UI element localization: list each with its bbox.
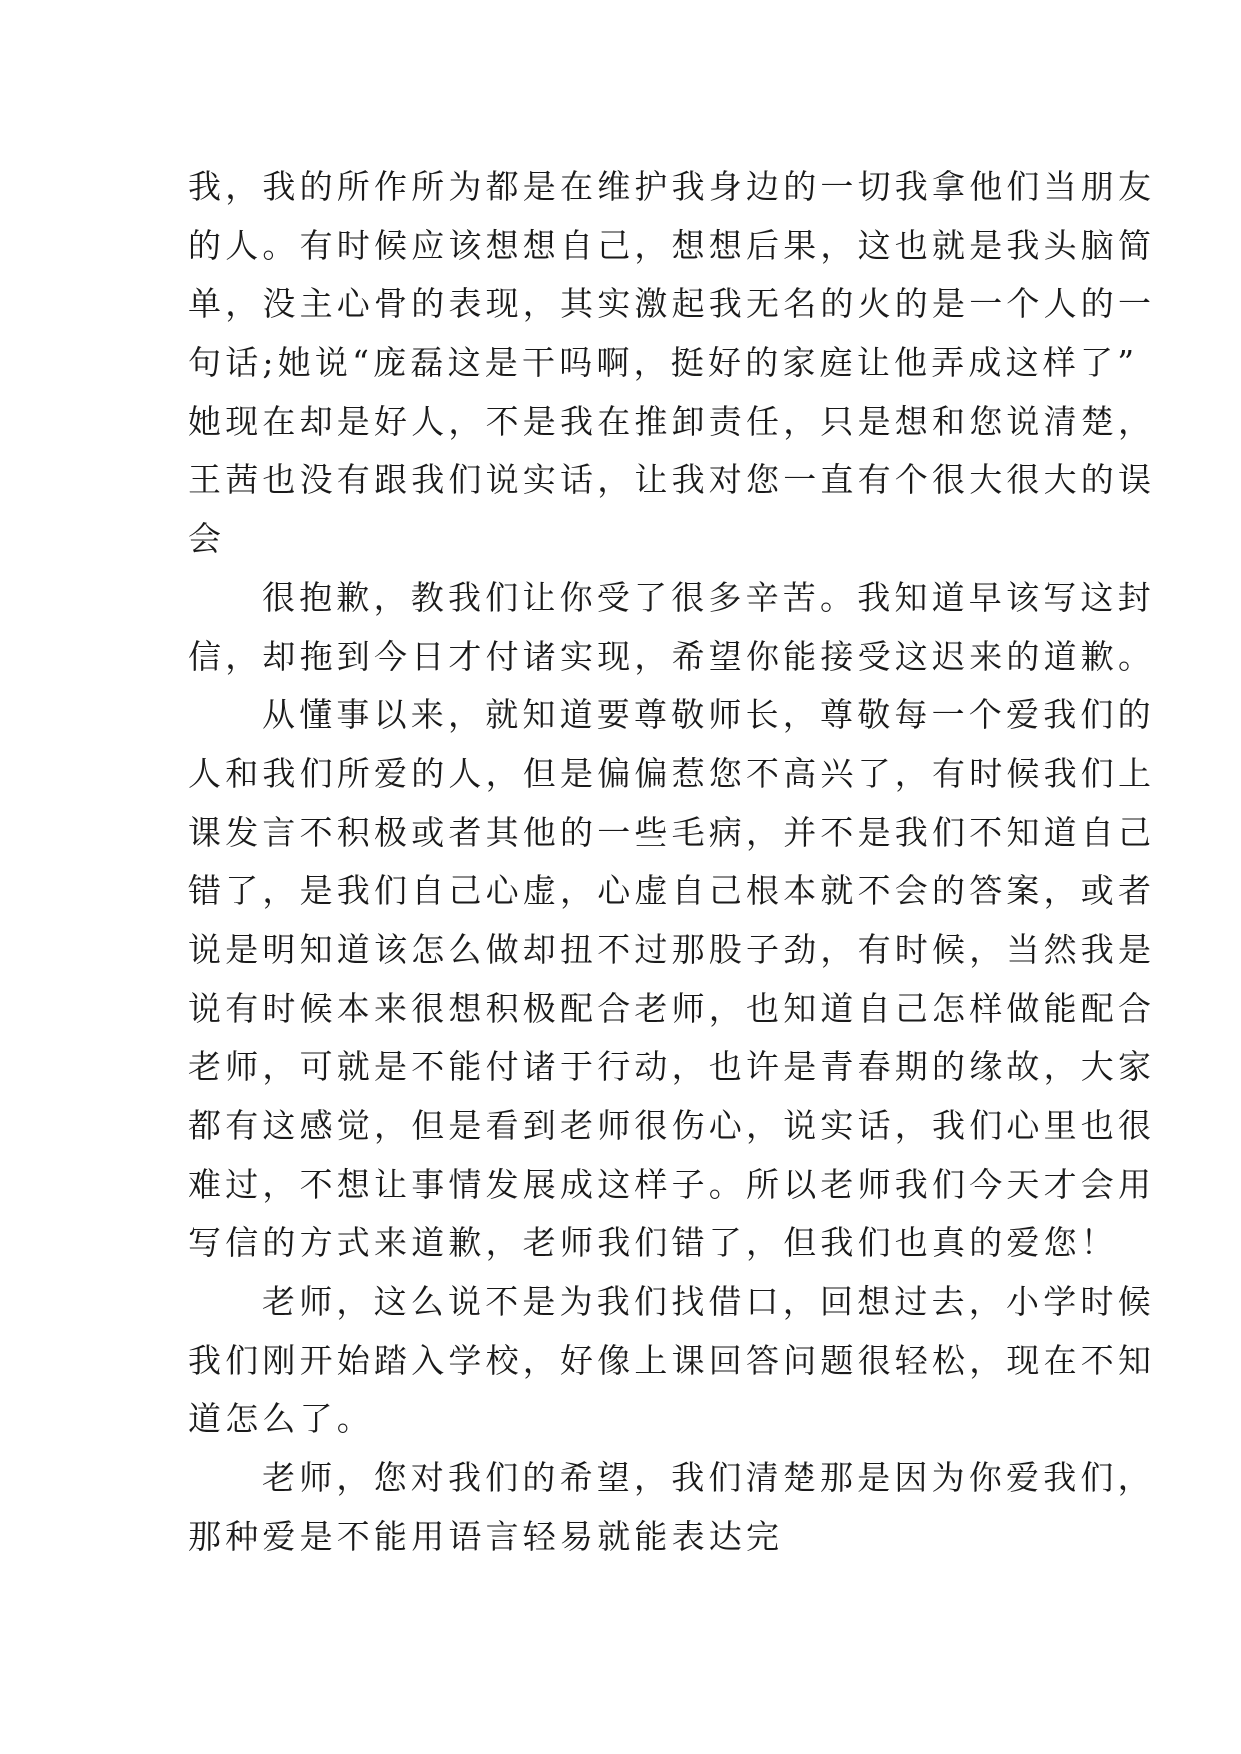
paragraph-first-line: 老师，您对我们的希望，我们清楚那是因为你爱我们， [262, 1458, 1155, 1498]
paragraph-first-line: 老师，这么说不是为我们找借口，回想过去，小学时候 [262, 1282, 1155, 1322]
text-line: 说是明知道该怎么做却扭不过那股子劲，有时候，当然我是 [188, 929, 1156, 969]
text-line: 单，没主心骨的表现，其实激起我无名的火的是一个人的一 [188, 284, 1156, 324]
document-body [188, 158, 1156, 1567]
text-line: 她现在却是好人，不是我在推卸责任，只是想和您说清楚， [188, 401, 1156, 441]
text-line: 信，却拖到今日才付诸实现，希望你能接受这迟来的道歉。 [188, 636, 1156, 676]
text-line: 写信的方式来道歉，老师我们错了，但我们也真的爱您！ [188, 1223, 1118, 1263]
text-line: 难过，不想让事情发展成这样子。所以老师我们今天才会用 [188, 1164, 1156, 1204]
text-line: 我们刚开始踏入学校，好像上课回答问题很轻松，现在不知 [188, 1340, 1156, 1380]
text-line: 错了，是我们自己心虚，心虚自己根本就不会的答案，或者 [188, 871, 1156, 911]
paragraph-first-line: 很抱歉，教我们让你受了很多辛苦。我知道早该写这封 [262, 577, 1155, 617]
text-line: 老师，可就是不能付诸于行动，也许是青春期的缘故，大家 [188, 1047, 1156, 1087]
text-line: 说有时候本来很想积极配合老师，也知道自己怎样做能配合 [188, 988, 1156, 1028]
text-line: 课发言不积极或者其他的一些毛病，并不是我们不知道自己 [188, 812, 1156, 852]
text-line: 我，我的所作所为都是在维护我身边的一切我拿他们当朋友 [188, 167, 1156, 206]
text-line: 会 [188, 519, 226, 559]
text-line: 人和我们所爱的人，但是偏偏惹您不高兴了，有时候我们上 [188, 753, 1156, 793]
text-line: 都有这感觉，但是看到老师很伤心，说实话，我们心里也很 [188, 1106, 1156, 1145]
text-line: 王茜也没有跟我们说实话，让我对您一直有个很大很大的误 [188, 460, 1156, 500]
text-line: 那种爱是不能用语言轻易就能表达完 [188, 1516, 784, 1556]
text-line: 的人。有时候应该想想自己，想想后果，这也就是我头脑简 [188, 225, 1156, 265]
text-line: 道怎么了。 [188, 1399, 374, 1439]
text-line: 句话;她说“庞磊这是干吗啊，挺好的家庭让他弄成这样了” [188, 343, 1139, 383]
paragraph-first-line: 从懂事以来，就知道要尊敬师长，尊敬每一个爱我们的 [262, 695, 1155, 735]
